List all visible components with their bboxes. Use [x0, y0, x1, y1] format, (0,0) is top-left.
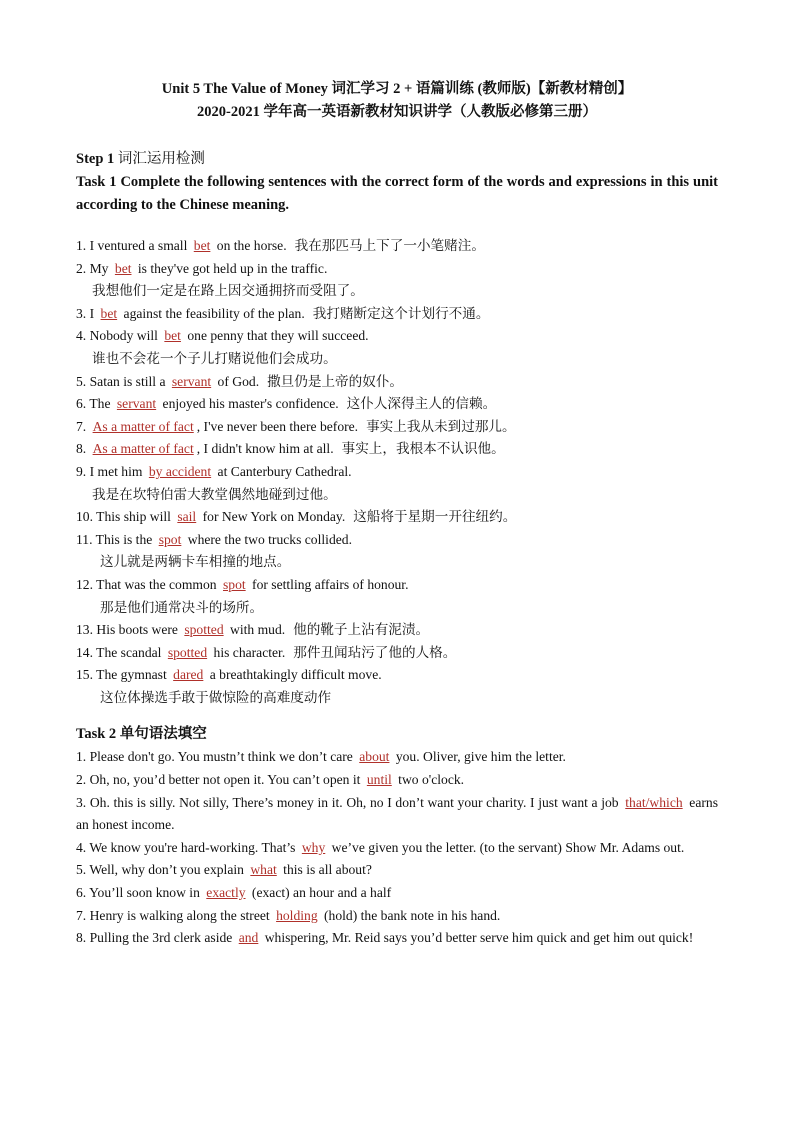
answer-blank: and	[238, 930, 259, 946]
item-text: 6. You’ll soon know in	[76, 885, 204, 901]
task-1-item	[76, 303, 718, 326]
item-text: 8. Pulling the 3rd clerk aside	[76, 930, 236, 946]
item-text: 7. Henry is walking along the street	[76, 907, 274, 923]
answer-blank: bet	[114, 260, 132, 276]
item-text: earns an honest income.	[76, 794, 718, 833]
item-text: 6. The	[76, 396, 114, 412]
answer-blank: bet	[100, 305, 118, 321]
item-text: 2. My	[76, 260, 112, 276]
answer-blank: holding	[276, 907, 318, 923]
item-text: 11. This is the	[76, 531, 156, 547]
answer-blank: what	[250, 862, 277, 878]
task-1-item	[76, 642, 718, 665]
task-2-item	[76, 792, 718, 837]
task-2-label: Task 2	[76, 726, 117, 743]
task-1-item	[76, 235, 718, 258]
chinese-translation: 我在那匹马上下了一小笔赌注。	[294, 238, 485, 254]
item-text: 1. I ventured a small	[76, 238, 191, 253]
task-1-item	[76, 393, 718, 416]
chinese-translation: 那件丑闻玷污了他的人格。	[293, 644, 457, 661]
item-text: , I didn't know him at all.	[196, 441, 334, 457]
item-text: 5. Well, why don’t you explain	[76, 862, 248, 878]
chinese-translation: 事实上，我根本不认识他。	[341, 441, 505, 458]
answer-blank: servant	[116, 396, 157, 412]
task-1-item	[76, 438, 718, 461]
answer-blank: spotted	[167, 644, 208, 660]
step-1-heading	[76, 148, 718, 171]
chinese-translation: 这位体操选手敢于做惊险的高难度动作	[100, 689, 332, 706]
step-title: 词汇运用检测	[117, 151, 205, 167]
answer-blank: dared	[173, 667, 204, 683]
chinese-translation: 这儿就是两辆卡车相撞的地点。	[100, 554, 291, 571]
task-2-item	[76, 905, 718, 928]
item-text: we’ve given you the letter. (to the servant) Show Mr. Adams out.	[328, 839, 685, 855]
item-text: 3. I	[76, 305, 98, 321]
answer-blank: spot	[158, 531, 182, 547]
task-1-item	[76, 325, 718, 348]
item-text: 13. His boots were	[76, 622, 182, 638]
item-text: for New York on Monday.	[199, 509, 346, 525]
chinese-translation: 那是他们通常决斗的场所。	[100, 599, 264, 616]
task-2-heading	[76, 723, 718, 746]
answer-blank: servant	[171, 373, 212, 389]
task-2-item	[76, 927, 718, 950]
answer-blank: why	[301, 839, 326, 855]
item-text: 8.	[76, 441, 90, 457]
task-1-item	[76, 461, 718, 484]
item-text: 15. The gymnast	[76, 667, 171, 683]
item-text: whispering, Mr. Reid says you’d better serve him quick and get him out quick!	[261, 930, 694, 946]
document-page	[76, 78, 718, 950]
step-label: Step 1	[76, 151, 115, 167]
task-1-heading: Task 1 Complete the following sentences with the correct form of the words and expressions in this unit according to the Chinese meaning.	[76, 174, 718, 213]
item-text: 4. We know you're hard-working. That’s	[76, 839, 299, 855]
item-text: on the horse.	[213, 238, 287, 253]
item-text: 4. Nobody will	[76, 328, 162, 344]
task-1-item	[76, 619, 718, 642]
answer-blank: As a matter of fact	[92, 441, 194, 457]
item-text: (exact) an hour and a half	[248, 885, 392, 901]
task-2-list	[76, 746, 718, 949]
task-1-item	[76, 664, 718, 687]
task-1-item	[76, 506, 718, 529]
chinese-translation: 撒旦仍是上帝的奴仆。	[267, 373, 404, 390]
title-line-2: 2020-2021 学年高一英语新教材知识讲学（人教版必修第三册）	[197, 104, 597, 120]
answer-blank: sail	[177, 509, 197, 525]
item-text: , I've never been there before.	[196, 418, 359, 434]
title-line-1: Unit 5 The Value of Money 词汇学习 2 + 语篇训练 (教师版)【新教材精创】	[161, 81, 633, 97]
answer-blank: by accident	[148, 463, 212, 479]
item-text: enjoyed his master's confidence.	[159, 396, 339, 412]
item-text: is they've got held up in the traffic.	[134, 260, 328, 276]
item-text: one penny that they will succeed.	[183, 328, 369, 344]
chinese-translation: 事实上我从未到过那儿。	[366, 418, 516, 435]
answer-blank: bet	[164, 328, 181, 344]
task-1-list	[76, 235, 718, 709]
item-text: this is all about?	[279, 862, 372, 878]
answer-blank: bet	[193, 238, 211, 253]
task-2-item	[76, 746, 718, 769]
task-2-item	[76, 859, 718, 882]
item-text: a breathtakingly difficult move.	[206, 667, 382, 683]
answer-blank: spotted	[184, 622, 224, 638]
answer-blank: until	[366, 772, 392, 788]
answer-blank: As a matter of fact	[92, 418, 194, 434]
item-text: for settling affairs of honour.	[248, 576, 409, 592]
item-text: of God.	[214, 373, 260, 389]
item-text: 12. That was the common	[76, 576, 220, 592]
chinese-translation: 我想他们一定是在路上因交通拥挤而受阻了。	[92, 283, 364, 300]
item-text: 1. Please don't go. You mustn’t think we don’t care	[76, 749, 357, 765]
task-1-item	[76, 416, 718, 439]
chinese-translation: 他的靴子上沾有泥渍。	[293, 622, 430, 639]
item-text: with mud.	[226, 622, 286, 638]
item-text: two o'clock.	[394, 772, 465, 788]
chinese-translation: 这船将于星期一开往纽约。	[353, 509, 517, 526]
chinese-translation: 谁也不会花一个子儿打赌说他们会成功。	[92, 350, 337, 367]
task-2-item	[76, 837, 718, 860]
answer-blank: spot	[222, 576, 246, 592]
item-text: 7.	[76, 418, 90, 434]
chinese-translation: 这仆人深得主人的信赖。	[346, 396, 497, 413]
item-text: his character.	[210, 644, 286, 660]
answer-blank: exactly	[206, 885, 246, 901]
item-text: against the feasibility of the plan.	[120, 305, 305, 321]
item-text: 2. Oh, no, you’d better not open it. You can’t open it	[76, 772, 364, 788]
item-text: 9. I met him	[76, 463, 146, 479]
item-text: (hold) the bank note in his hand.	[320, 907, 501, 923]
item-text: you. Oliver, give him the letter.	[392, 749, 566, 765]
task-1-item	[76, 574, 718, 597]
task-1-item	[76, 371, 718, 394]
item-text: 5. Satan is still a	[76, 373, 169, 389]
item-text: 14. The scandal	[76, 644, 165, 660]
item-text: at Canterbury Cathedral.	[214, 463, 352, 479]
task-2-title: 单句语法填空	[119, 726, 207, 743]
chinese-translation: 我是在坎特伯雷大教堂偶然地碰到过他。	[92, 486, 337, 503]
item-text: 10. This ship will	[76, 509, 175, 525]
task-1-item	[76, 258, 718, 281]
task-2-item	[76, 769, 718, 792]
item-text: where the two trucks collided.	[184, 531, 352, 547]
answer-blank: about	[359, 749, 390, 765]
task-1-item	[76, 529, 718, 552]
answer-blank: that/which	[625, 794, 683, 810]
task-2-item	[76, 882, 718, 905]
item-text: 3. Oh. this is silly. Not silly, There’s money in it. Oh, no I don’t want your charity. I just want a job	[76, 794, 623, 810]
document-title	[76, 78, 718, 124]
chinese-translation: 我打赌断定这个计划行不通。	[312, 305, 490, 322]
